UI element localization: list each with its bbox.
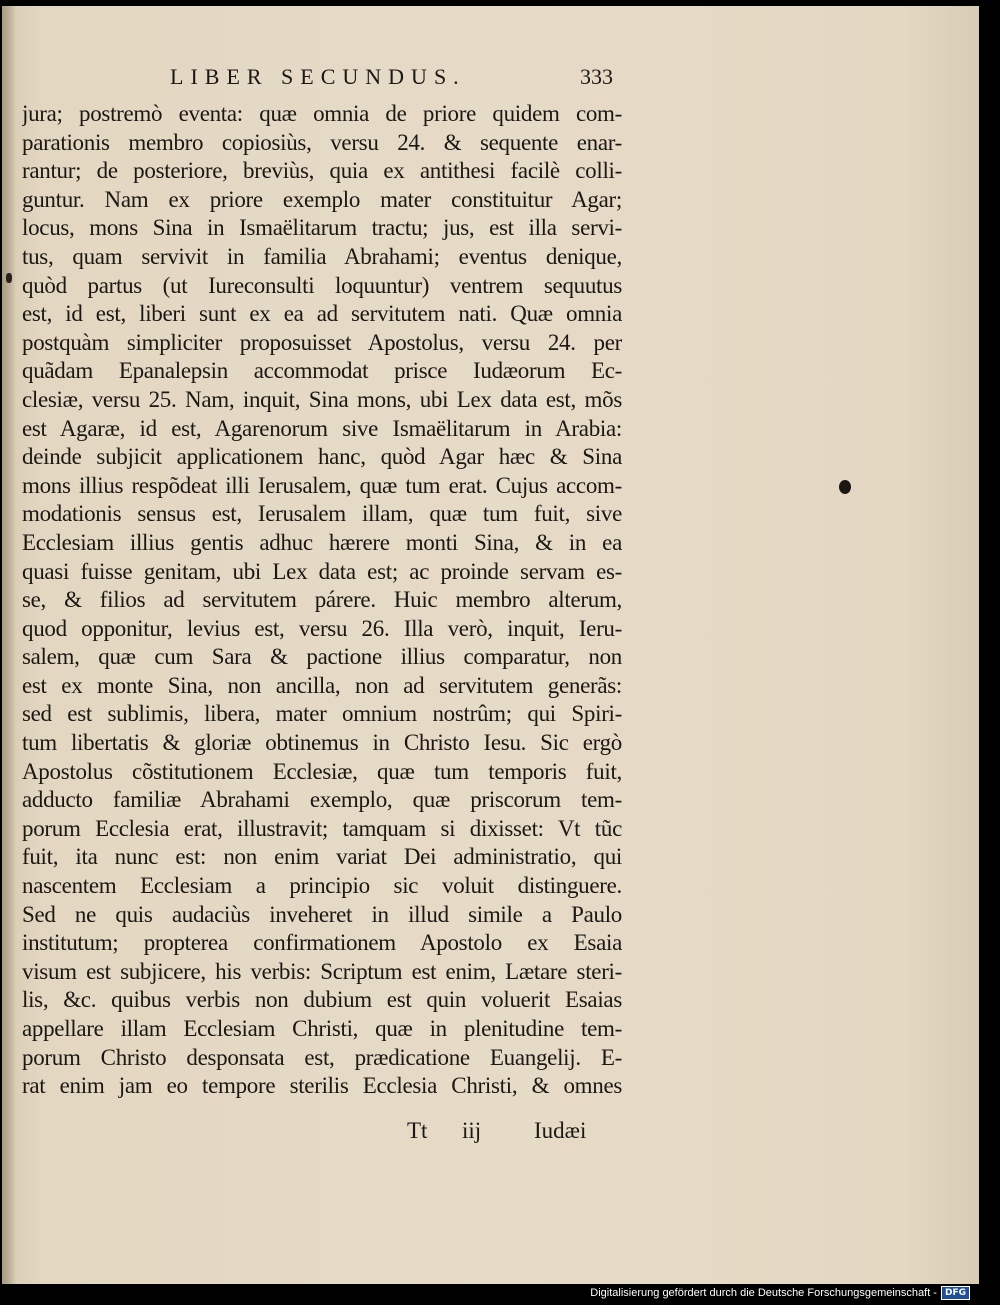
text-line: deinde subjicit applicationem hanc, quòd Agar hæc & Sina — [22, 444, 622, 470]
text-line: fuit, ita nunc est: non enim variat Dei administratio, qui — [22, 844, 622, 870]
text-line: tum libertatis & gloriæ obtinemus in Christo Iesu. Sic ergò — [22, 730, 622, 756]
text-line: porum Ecclesia erat, illustravit; tamquam si dixisset: Vt tũc — [22, 815, 622, 841]
text-line: visum est subjicere, his verbis: Scriptum est enim, Lætare steri- — [22, 958, 622, 984]
signature-number: iij — [462, 1118, 482, 1143]
page-header — [170, 64, 630, 98]
text-line: tus, quam servivit in familia Abrahami; eventus denique, — [22, 243, 622, 269]
body-text — [22, 100, 622, 1101]
signature-mark: Tt — [407, 1118, 428, 1143]
catchword: Iudæi — [534, 1118, 587, 1143]
text-line: adducto familiæ Abrahami exemplo, quæ priscorum tem- — [22, 787, 622, 813]
text-line: locus, mons Sina in Ismaëlitarum tractu; jus, est illa servi- — [22, 215, 622, 241]
credit-text: Digitalisierung gefördert durch die Deutsche Forschungsgemeinschaft - — [590, 1287, 937, 1299]
text-line: lis, &c. quibus verbis non dubium est quin voluerit Esaias — [22, 987, 622, 1013]
dfg-logo: DFG — [941, 1286, 970, 1300]
text-line: jura; postremò eventa: quæ omnia de priore quidem com- — [22, 101, 622, 126]
text-line: clesiæ, versu 25. Nam, inquit, Sina mons, ubi Lex data est, mõs — [22, 386, 622, 412]
page-gutter — [2, 6, 16, 1284]
running-head: LIBER SECUNDUS. — [170, 64, 466, 89]
text-line: Apostolus cõstitutionem Ecclesiæ, quæ tum temporis fuit, — [22, 758, 622, 784]
text-line: est Agaræ, id est, Agarenorum sive Ismaëlitarum in Arabia: — [22, 415, 622, 441]
text-line: sed est sublimis, libera, mater omnium nostrûm; qui Spiri- — [22, 701, 622, 727]
text-line: nascentem Ecclesiam a principio sic voluit distinguere. — [22, 873, 622, 899]
margin-ink-dot — [6, 273, 12, 283]
text-line: porum Christo desponsata est, prædicatione Euangelij. E- — [22, 1044, 622, 1070]
text-line: parationis membro copiosiùs, versu 24. & sequente enar- — [22, 129, 622, 155]
text-line: rantur; de posteriore, breviùs, quia ex antithesi facilè colli- — [22, 158, 622, 184]
text-line: quasi fuisse genitam, ubi Lex data est; ac proinde servam es- — [22, 558, 622, 584]
text-line: est ex monte Sina, non ancilla, non ad servitutem generãs: — [22, 672, 622, 698]
text-line: institutum; propterea confirmationem Apostolo ex Esaia — [22, 930, 622, 956]
text-line: Ecclesiam illius gentis adhuc hærere monti Sina, & in ea — [22, 529, 622, 555]
text-line: guntur. Nam ex priore exemplo mater constituitur Agar; — [22, 186, 622, 212]
text-line: appellare illam Ecclesiam Christi, quæ in plenitudine tem- — [22, 1016, 622, 1041]
text-line: modationis sensus est, Ierusalem illam, quæ tum fuit, sive — [22, 501, 622, 527]
ink-blot — [839, 480, 851, 494]
text-line: Sed ne quis audaciùs inveheret in illud simile a Paulo — [22, 901, 622, 927]
digitization-credit — [590, 1286, 970, 1300]
page-number: 333 — [580, 64, 613, 89]
text-line: se, & filios ad servitutem párere. Huic membro alterum, — [22, 587, 622, 613]
catchline — [0, 1118, 620, 1148]
text-line: quod opponitur, levius est, versu 26. Illa verò, inquit, Ieru- — [22, 615, 622, 641]
text-line: est, id est, liberi sunt ex ea ad servitutem nati. Quæ omnia — [22, 301, 622, 327]
text-line: rat enim jam eo tempore sterilis Ecclesia Christi, & omnes — [22, 1073, 622, 1099]
text-line: salem, quæ cum Sara & pactione illius comparatur, non — [22, 644, 622, 670]
text-line: mons illius respõdeat illi Ierusalem, quæ tum erat. Cujus accom- — [22, 472, 622, 498]
text-line: quòd partus (ut Iureconsulti loquuntur) ventrem sequutus — [22, 272, 622, 298]
text-line: quãdam Epanalepsin accommodat prisce Iudæorum Ec- — [22, 358, 622, 384]
text-line: postquàm simpliciter proposuisset Apostolus, versu 24. per — [22, 329, 622, 355]
